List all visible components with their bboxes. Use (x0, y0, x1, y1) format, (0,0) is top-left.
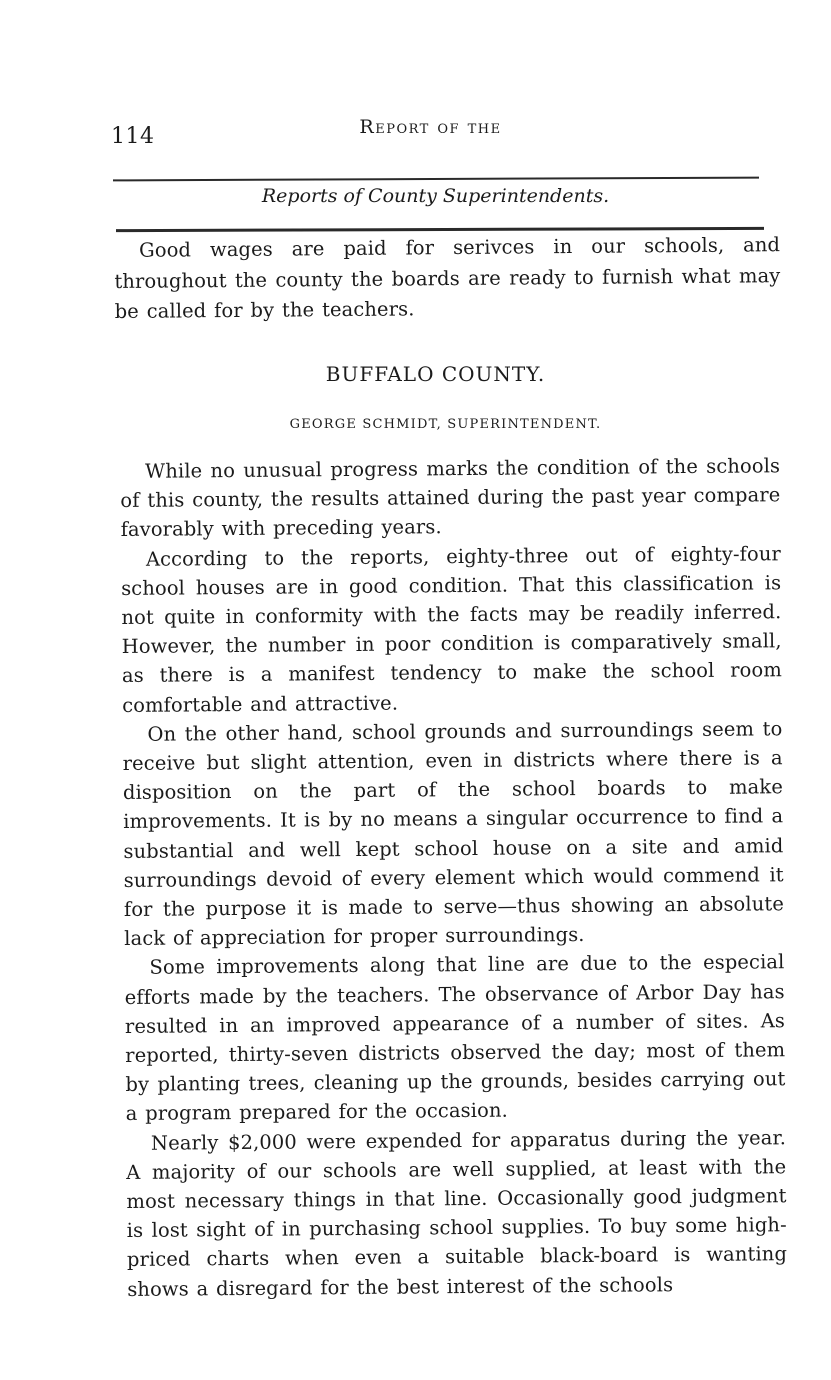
report-body (120, 451, 787, 1304)
paragraph: According to the reports, eighty-three out of eighty-four school houses are in good condition. That this classification is not quite in conformity with the facts may be readily inferred. However, the number in poor condition is comparatively small, as there is a manifest tendency to make the school room comfortable and attractive. (121, 541, 782, 717)
running-head: Report of the (359, 116, 502, 138)
paragraph: Nearly $2,000 were expended for apparatus during the year. A majority of our schools are well supplied, at least with the most necessary things in that line. Occasionally good judgment is lost sight of in purchasing school supplies. To buy some high-priced charts when even a suitable black-board is wanting shows a disregard for the best interest of the schools (126, 1125, 788, 1301)
intro-paragraph: Good wages are paid for serivces in our schools, and throughout the county the boards are ready to furnish what may be called for by the teachers. (114, 233, 781, 323)
page-number: 114 (111, 124, 155, 149)
paragraph: Some improvements along that line are due to the especial efforts made by the teachers. The observance of Arbor Day has resulted in an improved appearance of a number of sites. As reported, thirty-seven districts observed the day; most of them by planting trees, cleaning up the grounds, besides carrying out a program prepared for the occasion. (124, 950, 786, 1126)
paragraph: While no unusual progress marks the condition of the schools of this county, the results attained during the past year compare favorably with preceding years. (120, 454, 781, 542)
intro-text (114, 230, 781, 327)
paragraph: On the other hand, school grounds and surroundings seem to receive but slight attention, even in districts where there is a disposition on the part of the school boards to make improvements. It is by no means a singular occurrence to find a substantial and well kept school house on a site and amid surroundings devoid of every element which would commend it for the purpose it is made to serve—thus showing an absolute lack of appreciation for proper surroundings. (122, 717, 785, 951)
superintendent-line: GEORGE SCHMIDT, SUPERINTENDENT. (289, 417, 602, 432)
header-rule-top (113, 177, 759, 182)
section-heading: Reports of County Superintendents. (261, 185, 610, 207)
county-title: BUFFALO COUNTY. (325, 362, 546, 386)
